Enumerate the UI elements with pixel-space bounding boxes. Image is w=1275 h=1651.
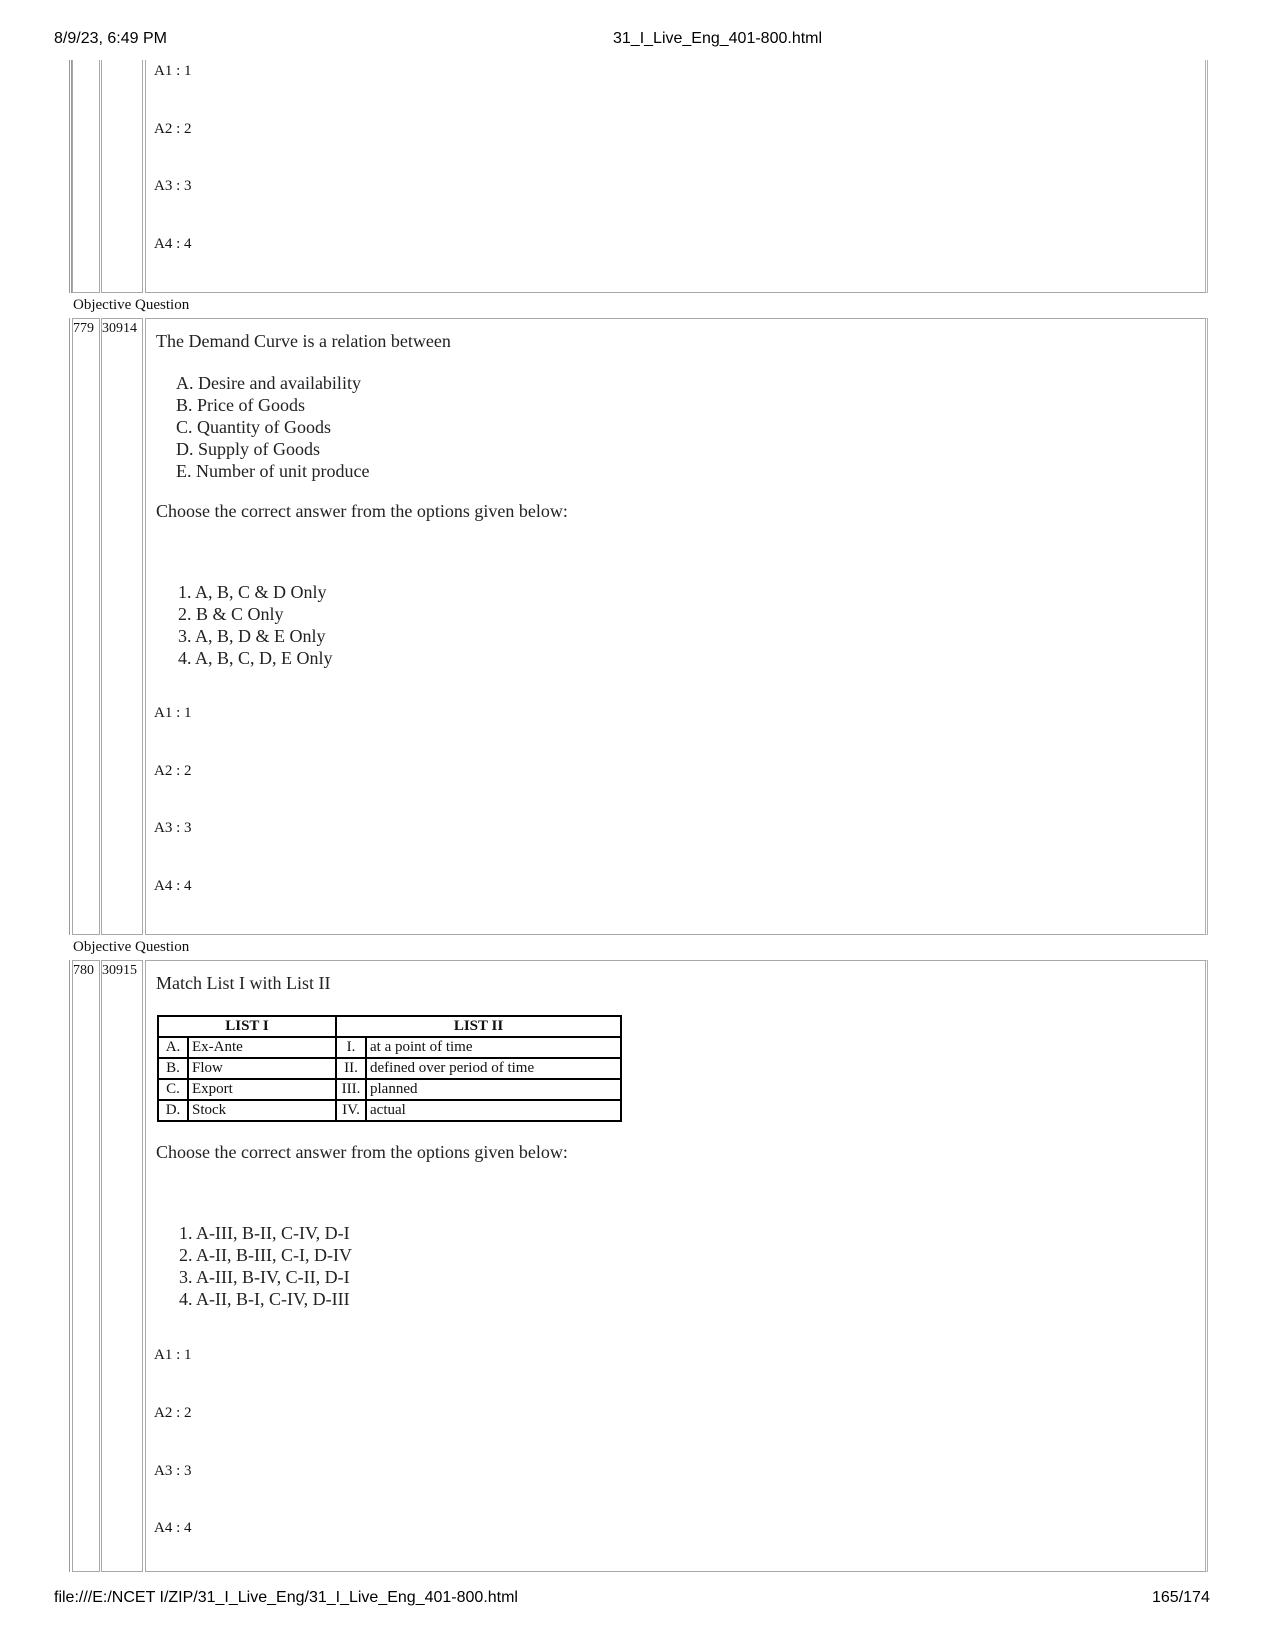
question-text: The Demand Curve is a relation between [156, 331, 451, 351]
answer-option-4: A4 : 4 [154, 878, 192, 894]
choice-1: 1. A-III, B-II, C-IV, D-I [179, 1223, 350, 1243]
list-2-key: II. [336, 1058, 366, 1079]
print-datetime: 8/9/23, 6:49 PM [54, 30, 167, 47]
table-row [158, 1058, 621, 1079]
page-number: 165/174 [1152, 1589, 1210, 1606]
list-2-value: defined over period of time [366, 1058, 621, 1079]
answer-option-2: A2 : 2 [154, 121, 192, 137]
answer-option-2: A2 : 2 [154, 763, 192, 779]
question-id: 30915 [102, 963, 137, 978]
match-table-header [158, 1016, 621, 1037]
list-1-value: Stock [188, 1100, 336, 1121]
list-1-key: B. [158, 1058, 188, 1079]
section-label: Objective Question [73, 939, 190, 955]
question-serial: 779 [73, 321, 94, 336]
choice-4: 4. A-II, B-I, C-IV, D-III [179, 1289, 350, 1309]
table-row [158, 1037, 621, 1058]
answer-option-3: A3 : 3 [154, 820, 192, 836]
list-1-key: C. [158, 1079, 188, 1100]
document-title: 31_I_Live_Eng_401-800.html [613, 30, 823, 47]
answer-option-1: A1 : 1 [154, 1347, 192, 1363]
choice-2: 2. B & C Only [178, 604, 284, 624]
statement-b: B. Price of Goods [176, 395, 305, 415]
file-path: file:///E:/NCET I/ZIP/31_I_Live_Eng/31_I_Live_Eng_401-800.html [54, 1589, 518, 1606]
list-1-header: LIST I [158, 1016, 336, 1037]
question-text: Match List I with List II [156, 973, 331, 993]
section-label: Objective Question [73, 297, 190, 313]
instruction-text: Choose the correct answer from the options given below: [156, 501, 568, 521]
list-2-key: I. [336, 1037, 366, 1058]
statement-d: D. Supply of Goods [176, 439, 321, 459]
answer-option-1: A1 : 1 [154, 705, 192, 721]
match-table [157, 1015, 622, 1122]
answer-option-4: A4 : 4 [154, 1520, 192, 1536]
choice-4: 4. A, B, C, D, E Only [178, 648, 333, 668]
list-1-value: Export [188, 1079, 336, 1100]
list-1-key: D. [158, 1100, 188, 1121]
list-1-value: Flow [188, 1058, 336, 1079]
instruction-text: Choose the correct answer from the options given below: [156, 1142, 568, 1162]
list-2-key: III. [336, 1079, 366, 1100]
list-2-value: actual [366, 1100, 621, 1121]
list-2-value: at a point of time [366, 1037, 621, 1058]
answer-option-4: A4 : 4 [154, 236, 192, 252]
choice-1: 1. A, B, C & D Only [178, 582, 327, 602]
question-serial: 780 [73, 963, 94, 978]
answer-option-1: A1 : 1 [154, 63, 192, 79]
choice-2: 2. A-II, B-III, C-I, D-IV [179, 1245, 352, 1265]
table-row [158, 1100, 621, 1121]
choice-3: 3. A, B, D & E Only [178, 626, 326, 646]
list-2-key: IV. [336, 1100, 366, 1121]
statement-a: A. Desire and availability [176, 373, 361, 393]
list-2-header: LIST II [336, 1016, 621, 1037]
answer-option-3: A3 : 3 [154, 178, 192, 194]
list-1-key: A. [158, 1037, 188, 1058]
table-row [158, 1079, 621, 1100]
answer-option-2: A2 : 2 [154, 1405, 192, 1421]
list-1-value: Ex-Ante [188, 1037, 336, 1058]
statement-c: C. Quantity of Goods [176, 417, 331, 437]
answer-option-3: A3 : 3 [154, 1463, 192, 1479]
choice-3: 3. A-III, B-IV, C-II, D-I [179, 1267, 350, 1287]
question-id: 30914 [102, 321, 137, 336]
list-2-value: planned [366, 1079, 621, 1100]
statement-e: E. Number of unit produce [176, 461, 370, 481]
